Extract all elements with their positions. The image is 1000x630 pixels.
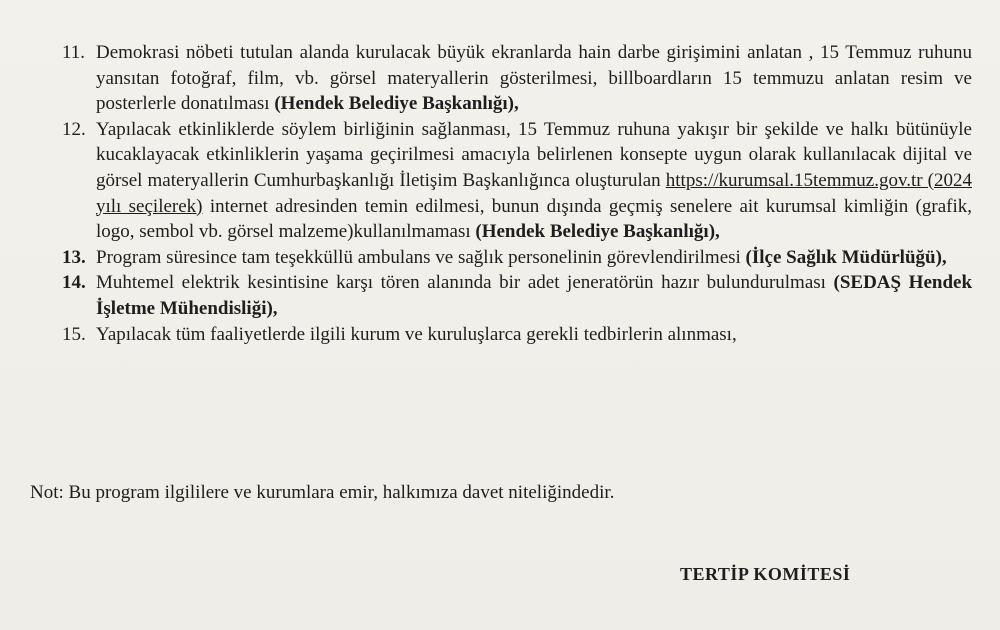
numbered-list [62,40,972,347]
item-text-continued: internet adresinden temin edilmesi, bunun dışında geçmiş senelere ait kurumsal kimliğin (grafik, logo, sembol vb. görsel malzeme)kullanılmaması [96,195,972,243]
item-text: Demokrasi nöbeti tutulan alanda kurulacak büyük ekranlarda hain darbe girişimini anlatan , 15 Temmuz ruhunu yansıtan fotoğraf, film, vb. görsel materyallerin gösterilmesi, billboardların 15 temmuzu anlatan resim ve posterlerle donatılması [96,42,972,115]
list-item-15 [62,322,972,348]
program-note: Not: Bu program ilgililere ve kurumlara emir, halkımıza davet niteliğindedir. [30,482,615,503]
responsible-org: (SEDAŞ Hendek İşletme Mühendisliği), [96,272,973,319]
list-item-12 [62,117,972,245]
list-item-11 [62,40,972,117]
item-number: 12. [62,118,86,140]
item-text: Muhtemel elektrik kesintisine karşı tören alanında bir adet jeneratörün hazır bulundurulması [96,272,834,294]
item-text: Yapılacak etkinliklerde söylem birliğinin sağlanması, 15 Temmuz ruhuna yakışır bir şekilde ve halkı bütünüyle kucaklayacak etkinliklerin yaşama geçirilmesi amacıyla belirlenen konsepte uygun olarak kullanılacak dijital ve görsel materyallerin Cumhurbaşkanlığı İletişim Başkanlığınca oluşturulan [96,118,972,191]
item-number: 13. [62,246,86,268]
item-text: Program süresince tam teşekküllü ambulans ve sağlık personelinin görevlendirilmesi [96,246,746,268]
list-item-13 [62,245,972,271]
list-item-14 [62,270,972,321]
committee-signature: TERTİP KOMİTESİ [680,564,851,584]
item-number: 11. [62,42,86,63]
responsible-org: (Hendek Belediye Başkanlığı), [274,93,519,115]
responsible-org: (Hendek Belediye Başkanlığı), [475,221,720,243]
item-number: 14. [62,272,86,294]
item-text: Yapılacak tüm faaliyetlerde ilgili kurum ve kuruluşlarca gerekli tedbirlerin alınması, [96,323,737,345]
item-number: 15. [62,323,86,345]
web-address-link[interactable]: https://kurumsal.15temmuz.gov.tr (2024 yılı seçilerek) [96,169,973,217]
responsible-org: (İlçe Sağlık Müdürlüğü), [745,246,947,268]
